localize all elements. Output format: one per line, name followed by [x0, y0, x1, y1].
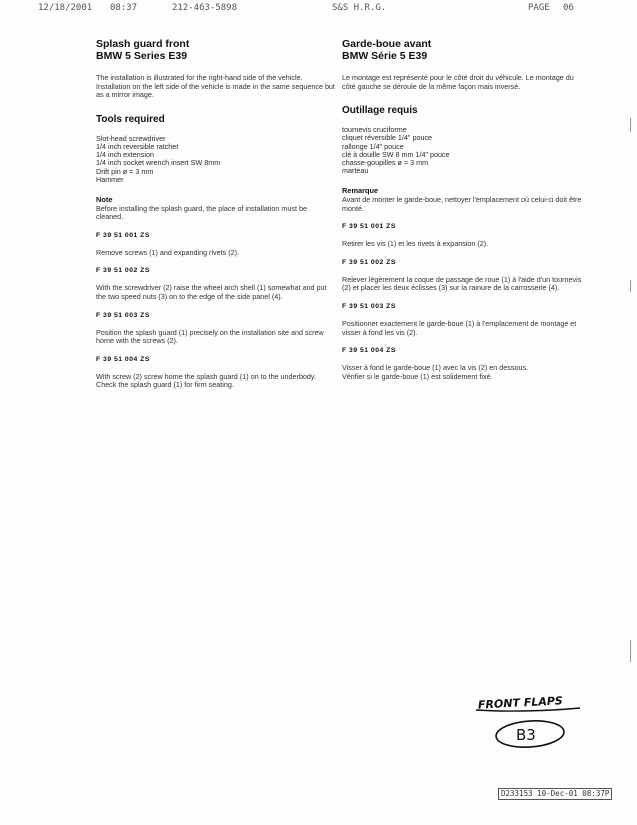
tool-item: tournevis cruciforme — [342, 125, 407, 135]
tool-item: Slot-head screwdriver — [96, 133, 166, 143]
fax-date: 12/18/2001 — [38, 3, 93, 13]
french-tools-list — [342, 126, 582, 175]
french-title-line1: Garde-boue avant — [342, 38, 432, 50]
english-tools-list — [96, 135, 336, 184]
french-note — [342, 187, 582, 213]
fax-stamp-datetime: 10-Dec-01 08:37P — [537, 789, 610, 798]
english-column — [96, 38, 336, 400]
tool-item: chasse-goupilles ø = 3 mm — [342, 158, 429, 167]
handwritten-circled-code: B3 — [516, 726, 536, 744]
handwritten-label: FRONT FLAPS — [477, 694, 564, 712]
english-intro: The installation is illustrated for the right-hand side of the vehicle. Installation on the left side of the vehicle is made in the same sequence but as a mirror image. — [96, 73, 335, 100]
english-title — [96, 38, 336, 62]
handwritten-annotation — [468, 690, 588, 760]
french-note-label: Remarque — [342, 186, 379, 196]
step-code: F 39 51 002 ZS — [342, 258, 396, 266]
fax-sender: S&S H.R.G. — [332, 3, 387, 13]
french-tools-heading: Outillage requis — [342, 105, 418, 117]
french-title — [342, 38, 582, 62]
step-code: F 39 51 002 ZS — [96, 267, 150, 275]
step-code: F 39 51 004 ZS — [342, 347, 396, 355]
tool-item: rallonge 1/4" pouce — [342, 141, 404, 151]
tool-item: Hammer — [96, 174, 124, 184]
english-note-text: Before installing the splash guard, the place of installation must be cleaned. — [96, 203, 307, 222]
fax-page-number: 06 — [563, 3, 574, 13]
tool-item: clé à douille SW 8 mm 1/4" pouce — [342, 149, 450, 159]
fax-page-label: PAGE — [528, 3, 550, 13]
english-note-label: Note — [96, 195, 113, 204]
tool-item: marteau — [342, 166, 369, 176]
step-code: F 39 51 003 ZS — [96, 311, 150, 319]
fax-header — [0, 3, 637, 15]
step-code: F 39 51 001 ZS — [96, 231, 150, 239]
step-code: F 39 51 004 ZS — [96, 355, 150, 363]
step-text: Remove screws (1) and expanding rivets (2). — [96, 247, 240, 257]
handwriting-svg — [468, 690, 588, 760]
french-title-line2: BMW Série 5 E39 — [342, 50, 428, 62]
english-note — [96, 196, 336, 222]
step-code: F 39 51 003 ZS — [342, 302, 396, 310]
french-note-text: Avant de monter le garde-boue, nettoyer l'emplacement où celui-ci doit être monté. — [342, 195, 582, 213]
scan-mark — [630, 118, 631, 132]
english-title-line2: BMW 5 Series E39 — [96, 50, 188, 62]
tool-item: Drift pin ø = 3 mm — [96, 166, 154, 176]
step-text: Position the splash guard (1) precisely on the installation site and screw home with the screws (2). — [96, 327, 324, 346]
fax-stamp — [498, 788, 612, 800]
fax-phone: 212-463-5898 — [172, 3, 238, 13]
step-text: Positionner exactement le garde-boue (1) à l'emplacement de montage et visser à fond les vis (2). — [342, 318, 577, 337]
french-intro: Le montage est représenté pour le côté droit du véhicule. Le montage du côté gauche se déroule de la même façon mais inversé. — [342, 73, 574, 91]
english-tools-heading: Tools required — [96, 113, 165, 125]
tool-item: 1/4 inch extension — [96, 150, 154, 160]
step-text: With the screwdriver (2) raise the wheel arch shell (1) somewhat and put the two speed nuts (3) on to the edge of the side panel (4). — [96, 283, 327, 301]
fax-stamp-id: D233153 — [501, 789, 533, 798]
step-text: With screw (2) screw home the splash guard (1) on to the underbody. Check the splash guard (1) for firm seating. — [96, 371, 316, 390]
scan-mark — [630, 280, 631, 292]
scan-mark — [630, 640, 631, 662]
tool-item: cliquet réversible 1/4" pouce — [342, 133, 433, 143]
step-text: Retirer les vis (1) et les rivets à expansion (2). — [342, 239, 489, 249]
step-code: F 39 51 001 ZS — [342, 223, 396, 231]
step-text: Relever légèrement la coque de passage de roue (1) à l'aide d'un tournevis (2) et placer les deux éclisses (3) sur la rainure de la carrosserie (4). — [342, 274, 582, 293]
tool-item: 1/4 inch socket wrench insert SW 8mm — [96, 158, 221, 168]
fax-time: 08:37 — [110, 3, 138, 13]
english-title-line1: Splash guard front — [96, 38, 190, 50]
french-column — [342, 38, 582, 391]
step-text: Visser à fond le garde-boue (1) avec la vis (2) en dessous. Vérifier si le garde-boue (1) est solidement fixé. — [342, 363, 529, 381]
tool-item: 1/4 inch reversible ratchet — [96, 141, 179, 151]
